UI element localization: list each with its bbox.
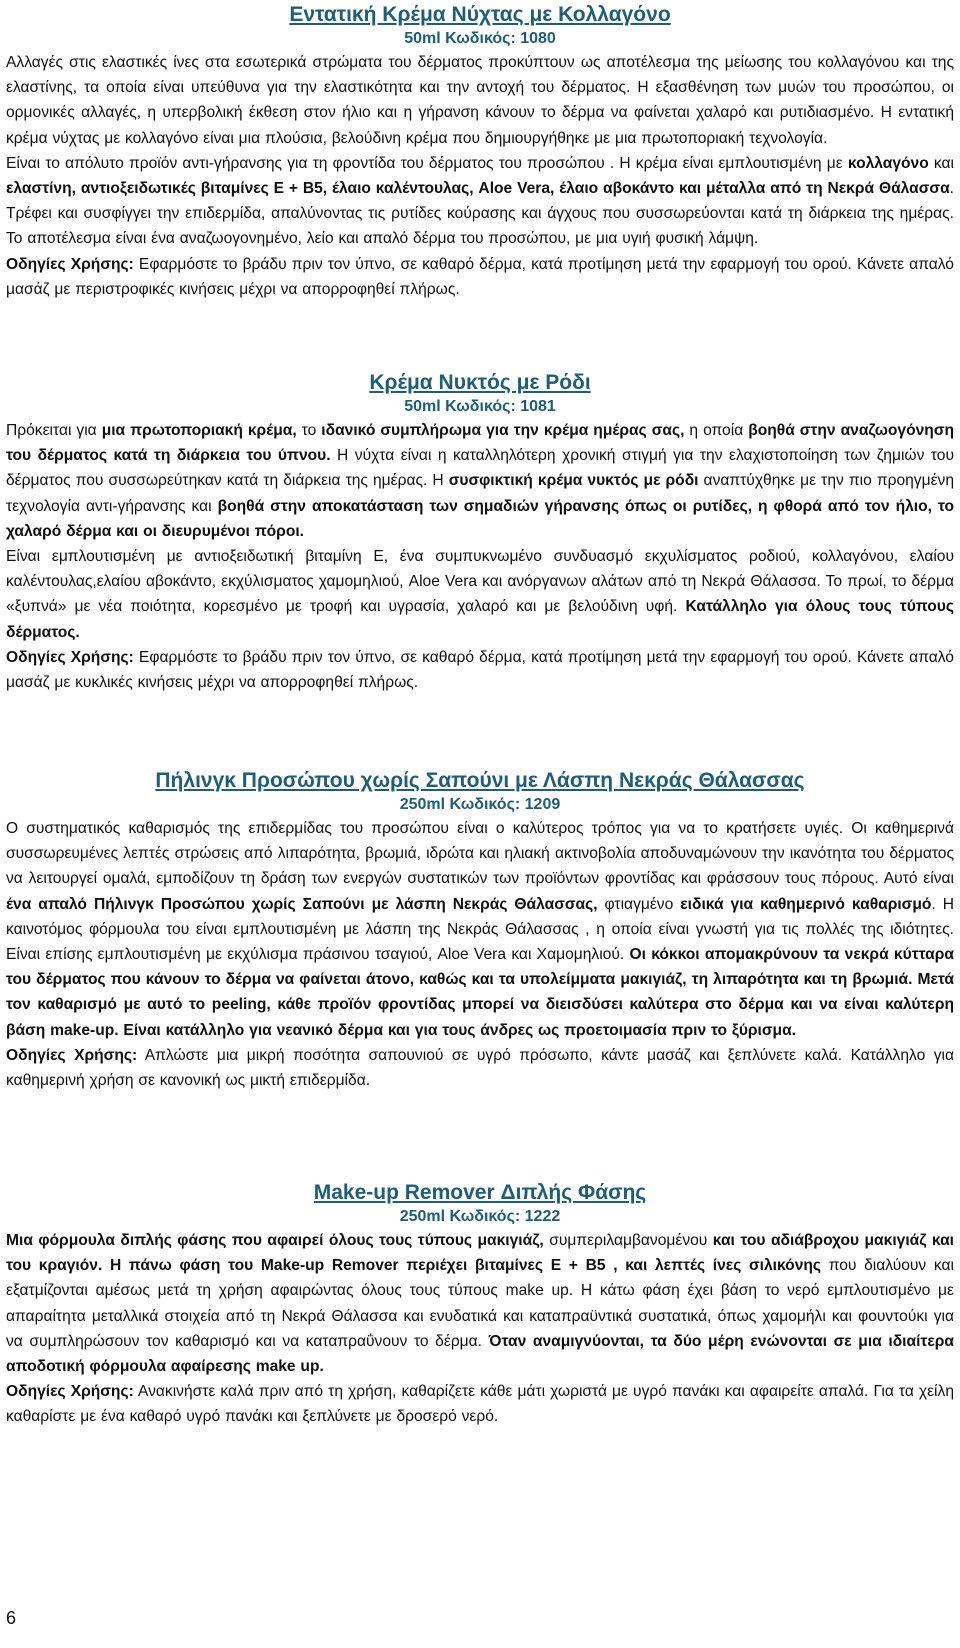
description-text: . Τρέφει και συσφίγγει την επιδερμίδα, απαλύνοντας τις ρυτίδες κούρασης και άγχους που συσσωρεύονται κατά τη διάρκεια της ημέρας. Το αποτέλεσμα είναι ένα αναζωογονημένο, λείο και απαλό δέρμα του προσώπου, με μια υγιή φυσική λάμψη. (6, 180, 954, 248)
description-bold: Μια φόρμουλα διπλής φάσης που αφαιρεί όλους τους τύπους μακιγιάζ, (6, 1232, 544, 1249)
description-text: η οποία (684, 422, 749, 439)
description-text: το (296, 422, 322, 439)
description-bold: ένα απαλό Πήλινγκ Προσώπου χωρίς Σαπούνι με λάσπη Νεκράς Θάλασσας, (6, 895, 598, 913)
product-description (6, 816, 954, 1043)
directions-text: Ανακινήστε καλά πριν από τη χρήση, καθαρίζετε κάθε μάτι χωριστά με υγρό πανάκι και αφαιρείτε απαλά. Για τα χείλη καθαρίστε με ένα καθαρό υγρό πανάκι και ξεπλύνετε με δροσερό νερό. (6, 1383, 954, 1426)
description-text: Ο συστηματικός καθαρισμός της επιδερμίδας του προσώπου είναι ο καλύτερος τρόπος για να το κρατήσετε υγιές. Οι καθημερινά συσσωρευμένες λεπτές στρώσεις από λιπαρότητα, βρωμιά, ιδρώτα και ηλιακή ακτινοβολία αποδυναμώνουν την ικανότητα του δέρματος να λειτουργεί ομαλά, εμποδίζουν τη δράση των ενεργών συστατικών των προϊόντων φροντίδας και φράσσουν τους πόρους. Αυτό είναι (6, 820, 954, 888)
product-description (6, 544, 954, 645)
description-bold: ειδικά για καθημερινό καθαρισμό (680, 895, 932, 913)
description-text: Είναι το απόλυτο προϊόν αντι-γήρανσης για τη φροντίδα του δέρματος του προσώπου . Η κρέμα είναι εμπλουτισμένη με (6, 154, 848, 172)
page-number: 6 (6, 1608, 17, 1628)
product-description (6, 50, 954, 151)
directions-label: Οδηγίες Χρήσης: (6, 255, 134, 273)
description-text: Είναι εμπλουτισμένη με αντιοξειδωτική βιταμίνη Ε, ένα συμπυκνωμένο συνδυασμό εκχυλίσματος ροδιού, κολλαγόνου, ελαίου καλέντουλας,ελαίου αβοκάντο, εκχύλισματος χαμομηλιού, Aloe Vera και ανόργανων αλάτων από τη Νεκρά Θάλασσα. Το πρωί, το δέρμα «ξυπνά» με νέα ποιότητα, κορεσμένο με τροφή και υγρασία, χαλαρό και με βελούδινη υφή. (6, 548, 954, 616)
product-description (6, 418, 954, 544)
directions-label: Οδηγίες Χρήσης: (6, 1383, 134, 1401)
description-text: Η νύχτα είναι η καταλληλότερη χρονική στιγμή για την ελαχιστοποίηση των ζημιών του δέρματος που συσσωρεύτηκαν κατά τη διάρκεια της ημέρας. Η (6, 447, 954, 490)
description-bold: Οι κόκκοι απομακρύνουν τα νεκρά κύτταρα του δέρματος που κάνουν το δέρμα να φαίνεται άτονο, καθώς και τα υπολείμματα μακιγιάζ, τη λιπαρότητα και τη βρωμιά. Μετά τον καθαρισμό με αυτό το peeling, κάθε προϊόν φροντίδας μπορεί να διεισδύσει καλύτερα στο δέρμα και να είναι καλύτερη βάση make-up. Είναι κατάλληλο για νεανικό δέρμα και για τους άνδρες ως προετοιμασία πριν το ξύρισμα. (6, 946, 954, 1039)
product-section-pomegranate-night-cream (0, 370, 960, 695)
directions-text: Εφαρμόστε το βράδυ πριν τον ύπνο, σε καθαρό δέρμα, κατά προτίμηση μετά την εφαρμογή του ορού. Κάνετε απαλό μασάζ με περιστροφικές κινήσεις μέχρι να απορροφηθεί πλήρως. (6, 255, 954, 298)
description-bold: Κατάλληλο για όλους τους τύπους δέρματος. (6, 598, 954, 641)
directions-label: Οδηγίες Χρήσης: (6, 1046, 138, 1064)
product-description (6, 151, 954, 252)
product-size-code: 50ml Κωδικός: 1081 (404, 398, 556, 415)
product-size-code: 250ml Κωδικός: 1222 (399, 1208, 561, 1225)
description-text: Πρόκειται για (6, 422, 102, 439)
description-bold: βοηθά στην αποκατάσταση των σημαδιών γήρανσης όπως οι ρυτίδες, η φθορά από τον ήλιο, το χαλαρό δέρμα και οι διευρυμένοι πόροι. (6, 497, 954, 540)
description-text: . Η καινοτόμος φόρμουλα του είναι εμπλουτισμένη με λάσπη της Νεκράς Θάλασσας , η οποία είναι γνωστή για τις πολλές της ιδιότητες. Είναι επίσης εμπλουτισμένη με εκχύλισμα πράσινου τσαγιού, Aloe Vera και Χαμομηλιού. (6, 895, 954, 964)
description-bold: ελαστίνη, αντιοξειδωτικές βιταμίνες Ε + Β5, έλαιο καλέντουλας, Aloe Vera, έλαιο αβοκάντο και μέταλλα από τη Νεκρά Θάλασσα (6, 180, 950, 198)
product-title: Εντατική Κρέμα Νύχτας με Κολλαγόνο (289, 3, 671, 26)
description-text: που διαλύουν και εξατμίζονται αμέσως μετά τη χρήση αφαιρώντας όλους τους τύπους make up. Η κάτω φάση έχει βάση το νερό εμπλουτισμένο με απαραίτητα μεταλλικά στοιχεία από τη Νεκρά Θάλασσα και ενυδατικά και καταπραϋντικά συστατικά, όπως χαμομήλι και φουντούκι για να συμπληρώσουν τον καθαρισμό και να καταπραΰνουν το δέρμα. (6, 1257, 954, 1350)
description-bold: και του αδιάβροχου μακιγιάζ και του κραγιόν. Η πάνω φάση του Make-up Remover περιέχει βιταμίνες Ε + Β5 , και λεπτές ίνες σιλικόνης (6, 1232, 954, 1275)
product-description (6, 1228, 954, 1379)
directions-text: Εφαρμόστε το βράδυ πριν τον ύπνο, σε καθαρό δέρμα, κατά προτίμηση μετά την εφαρμογή του ορού. Κάνετε απαλό μασάζ με κυκλικές κινήσεις μέχρι να απορροφηθεί πλήρως. (6, 648, 954, 692)
description-bold: βοηθά στην αναζωογόνηση του δέρματος κατά τη διάρκεια του ύπνου. (6, 422, 955, 465)
usage-directions (6, 645, 954, 695)
description-bold: ιδανικό συμπλήρωμα για την κρέμα ημέρας σας, (321, 422, 685, 439)
description-text: Αλλαγές στις ελαστικές ίνες στα εσωτερικά στρώματα του δέρματος προκύπτουν ως αποτέλεσμα της μείωσης του κολλαγόνου και της ελαστίνης, τα οποία είναι υπεύθυνα για την ελαστικότητα και την αντοχή του δέρματος. Η εξασθένηση των μυών του προσώπου, οι ορμονικές αλλαγές, η υπερβολική έκθεση στον ήλιο και η γήρανση κάνουν το δέρμα να φαίνεται χαλαρό και ρυτιδιασμένο. Η εντατική κρέμα νύχτας με κολλαγόνο είναι μια πλούσια, βελούδινη κρέμα που δημιουργήθηκε με μια πρωτοποριακή τεχνολογία. (6, 54, 954, 147)
description-text: συμπεριλαμβανομένου (543, 1232, 713, 1249)
description-bold: συσφικτική κρέμα νυκτός με ρόδι (448, 472, 699, 490)
product-size-code: 50ml Κωδικός: 1080 (404, 30, 556, 47)
usage-directions (6, 1043, 954, 1093)
directions-text: Απλώστε μια μικρή ποσότητα σαπουνιού σε υγρό πρόσωπο, κάντε μασάζ και ξεπλύνετε καλά. Κατάλληλο για καθημερινή χρήση σε κανονική ως μικτή επιδερμίδα. (6, 1046, 954, 1090)
product-title: Make-up Remover Διπλής Φάσης (313, 1181, 647, 1204)
usage-directions (6, 252, 954, 302)
description-text: φτιαγμένο (597, 895, 681, 913)
product-section-dead-sea-mud-peeling (0, 768, 960, 1093)
product-section-collagen-night-cream (0, 2, 960, 302)
directions-label: Οδηγίες Χρήσης: (6, 648, 134, 666)
usage-directions (6, 1379, 954, 1429)
product-section-makeup-remover (0, 1180, 960, 1430)
description-bold: κολλαγόνο (847, 154, 929, 172)
product-size-code: 250ml Κωδικός: 1209 (399, 796, 561, 813)
product-title: Πήλινγκ Προσώπου χωρίς Σαπούνι με Λάσπη Νεκράς Θάλασσας (155, 769, 805, 792)
description-text: αναπτύχθηκε με την πιο προηγμένη τεχνολογία αντι-γήρανσης και (6, 472, 954, 515)
description-bold: μια πρωτοποριακή κρέμα, (101, 422, 297, 439)
description-bold: Όταν αναμιγνύονται, τα δύο μέρη ενώνονται σε μια ιδιαίτερα αποδοτική φόρμουλα αφαίρεσης make up. (6, 1332, 954, 1376)
product-title: Κρέμα Νυκτός με Ρόδι (369, 371, 591, 394)
description-text: και (928, 154, 955, 172)
